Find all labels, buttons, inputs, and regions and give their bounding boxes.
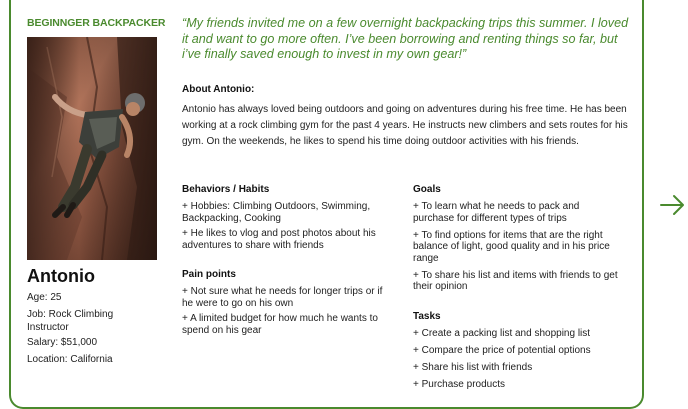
goals-list: [413, 201, 623, 293]
about-title: About Antonio:: [182, 84, 255, 95]
pain-points-section: [182, 269, 392, 340]
list-item: + Not sure what he needs for longer trips or if he were to go on his own: [182, 286, 383, 309]
persona-quote: “My friends invited me on a few overnight backpacking trips this summer. I loved it and want to go more often. I’ve been borrowing and renting things so far, but i’ve finally saved enough to invest in my own gear!”: [182, 16, 629, 62]
list-item: + Purchase products: [413, 379, 505, 390]
persona-age: Age: 25: [27, 292, 62, 303]
behaviors-section: [182, 184, 392, 255]
pain-points-list: [182, 286, 392, 336]
list-item: + A limited budget for how much he wants to spend on his gear: [182, 313, 378, 336]
list-item: + To find options for items that are the right balance of light, good quality and in his price range: [413, 229, 610, 264]
list-item: + Compare the price of potential options: [413, 345, 591, 356]
list-item: + Hobbies: Climbing Outdoors, Swimming, Backpacking, Cooking: [182, 201, 371, 224]
rock-climber-illustration: [27, 37, 157, 260]
behaviors-list: [182, 201, 392, 251]
list-item: + To learn what he needs to pack and purchase for different types of trips: [413, 201, 580, 224]
persona-location: Location: California: [27, 354, 113, 365]
goals-title: Goals: [413, 184, 441, 195]
persona-name: Antonio: [27, 266, 95, 286]
arrow-right-icon[interactable]: [658, 193, 686, 217]
list-item: + Share his list with friends: [413, 362, 533, 373]
tasks-list: [413, 328, 623, 391]
list-item: + He likes to vlog and post photos about his adventures to share with friends: [182, 228, 376, 251]
list-item: + To share his list and items with friends to get their opinion: [413, 269, 618, 292]
persona-type-label: BEGINNGER BACKPACKER: [27, 17, 166, 29]
tasks-section: [413, 311, 623, 396]
pain-points-title: Pain points: [182, 269, 236, 280]
persona-salary: Salary: $51,000: [27, 337, 98, 348]
persona-photo: [27, 37, 157, 260]
behaviors-title: Behaviors / Habits: [182, 184, 270, 195]
persona-job: Job: Rock Climbing Instructor: [27, 309, 114, 333]
goals-section: [413, 184, 623, 298]
about-text: Antonio has always loved being outdoors and going on adventures during his free time. He has been working at a rock climbing gym for the past 4 years. He instructs new climbers and sets routes for his gym. On the weekends, he likes to spend his time doing outdoor activities with his friends.: [182, 104, 628, 147]
list-item: + Create a packing list and shopping list: [413, 328, 591, 339]
tasks-title: Tasks: [413, 311, 441, 322]
persona-card: [9, 0, 644, 409]
